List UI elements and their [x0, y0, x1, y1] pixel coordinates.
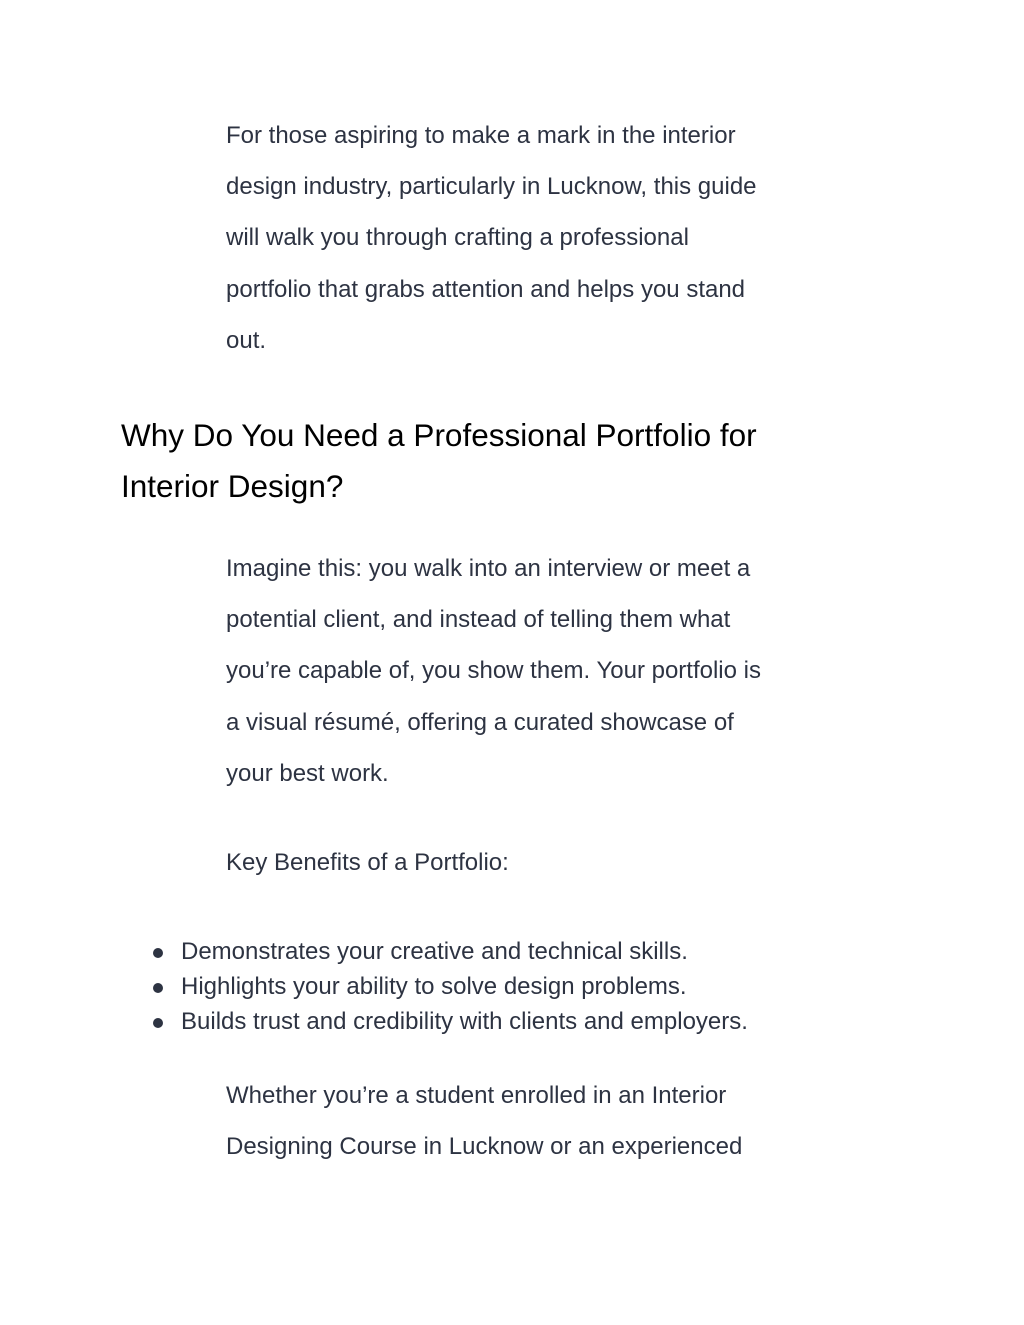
- paragraph-line: design industry, particularly in Lucknow, this guide: [226, 173, 757, 201]
- list-item: [0, 935, 900, 970]
- list-item: [0, 970, 900, 1005]
- paragraph-line: your best work.: [226, 759, 389, 787]
- list-item-text: Demonstrates your creative and technical skills.: [181, 938, 688, 965]
- bullet-dot-icon: [153, 1018, 163, 1028]
- list-item: [0, 1005, 900, 1040]
- closing-paragraph: [226, 1070, 806, 1172]
- benefits-list: [0, 935, 900, 1039]
- paragraph-line: potential client, and instead of telling them what: [226, 606, 731, 634]
- list-item-text: Builds trust and credibility with clients and employers.: [181, 1007, 748, 1035]
- intro-paragraph: [226, 110, 806, 366]
- heading-line: Interior Design?: [121, 467, 344, 504]
- benefits-label-text: Key Benefits of a Portfolio:: [226, 849, 509, 876]
- paragraph-line: a visual résumé, offering a curated showcase of: [226, 708, 734, 736]
- paragraph-line: will walk you through crafting a professional: [226, 224, 689, 252]
- paragraph-line: portfolio that grabs attention and helps you stand: [226, 275, 746, 303]
- bullet-dot-icon: [153, 983, 163, 993]
- benefits-label: [226, 837, 806, 888]
- paragraph-line: out.: [226, 326, 267, 354]
- paragraph-line: Designing Course in Lucknow or an experienced: [226, 1133, 743, 1161]
- paragraph-line: Imagine this: you walk into an interview or meet a: [226, 555, 751, 582]
- heading-line: Why Do You Need a Professional Portfolio for: [121, 417, 757, 453]
- paragraph-line: you’re capable of, you show them. Your portfolio is: [226, 657, 761, 685]
- bullet-dot-icon: [153, 948, 163, 958]
- paragraph-line: For those aspiring to make a mark in the interior: [226, 122, 736, 149]
- list-item-text: Highlights your ability to solve design problems.: [181, 972, 687, 1000]
- paragraph-line: Whether you’re a student enrolled in an Interior: [226, 1082, 727, 1109]
- imagine-paragraph: [226, 543, 806, 799]
- section-heading: [121, 410, 881, 511]
